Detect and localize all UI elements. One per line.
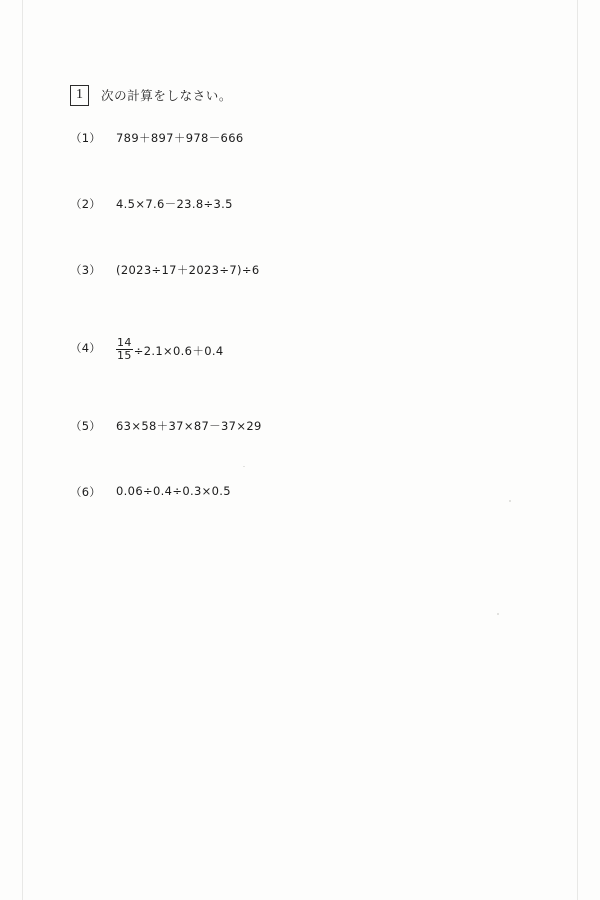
- list-item: [70, 260, 550, 338]
- fraction: [116, 337, 133, 362]
- item-expression: 4.5×7.6－23.8÷3.5: [116, 197, 233, 211]
- item-label: （3）: [70, 263, 101, 277]
- problem-items: [70, 128, 550, 548]
- list-item: [70, 194, 550, 260]
- item-expression: 63×58＋37×87－37×29: [116, 419, 262, 433]
- list-item: [70, 482, 550, 548]
- page-edge-left: [22, 0, 23, 900]
- list-item: [70, 128, 550, 194]
- scan-speckle: [497, 613, 499, 615]
- item-label: （6）: [70, 485, 101, 499]
- item-label: （1）: [70, 131, 101, 145]
- item-label: （2）: [70, 197, 101, 211]
- item-expression: 789＋897＋978－666: [116, 131, 244, 145]
- item-label: （5）: [70, 419, 101, 433]
- item-expression: (2023÷17＋2023÷7)÷6: [116, 263, 260, 277]
- instruction-text: 次の計算をしなさい。: [101, 88, 233, 103]
- fraction-numerator: 14: [117, 336, 132, 349]
- fraction-denominator: 15: [117, 349, 132, 362]
- question-number-box: 1: [70, 85, 89, 106]
- list-item: [70, 338, 550, 416]
- item-expression: 0.06÷0.4÷0.3×0.5: [116, 484, 231, 498]
- list-item: [70, 416, 550, 482]
- problem-block: [70, 84, 550, 548]
- item-label: （4）: [70, 341, 101, 355]
- problem-heading: [70, 84, 550, 106]
- page-edge-right: [577, 0, 578, 900]
- item-expression-fraction: [116, 338, 224, 363]
- item-expression-tail: ÷2.1×0.6＋0.4: [133, 344, 224, 358]
